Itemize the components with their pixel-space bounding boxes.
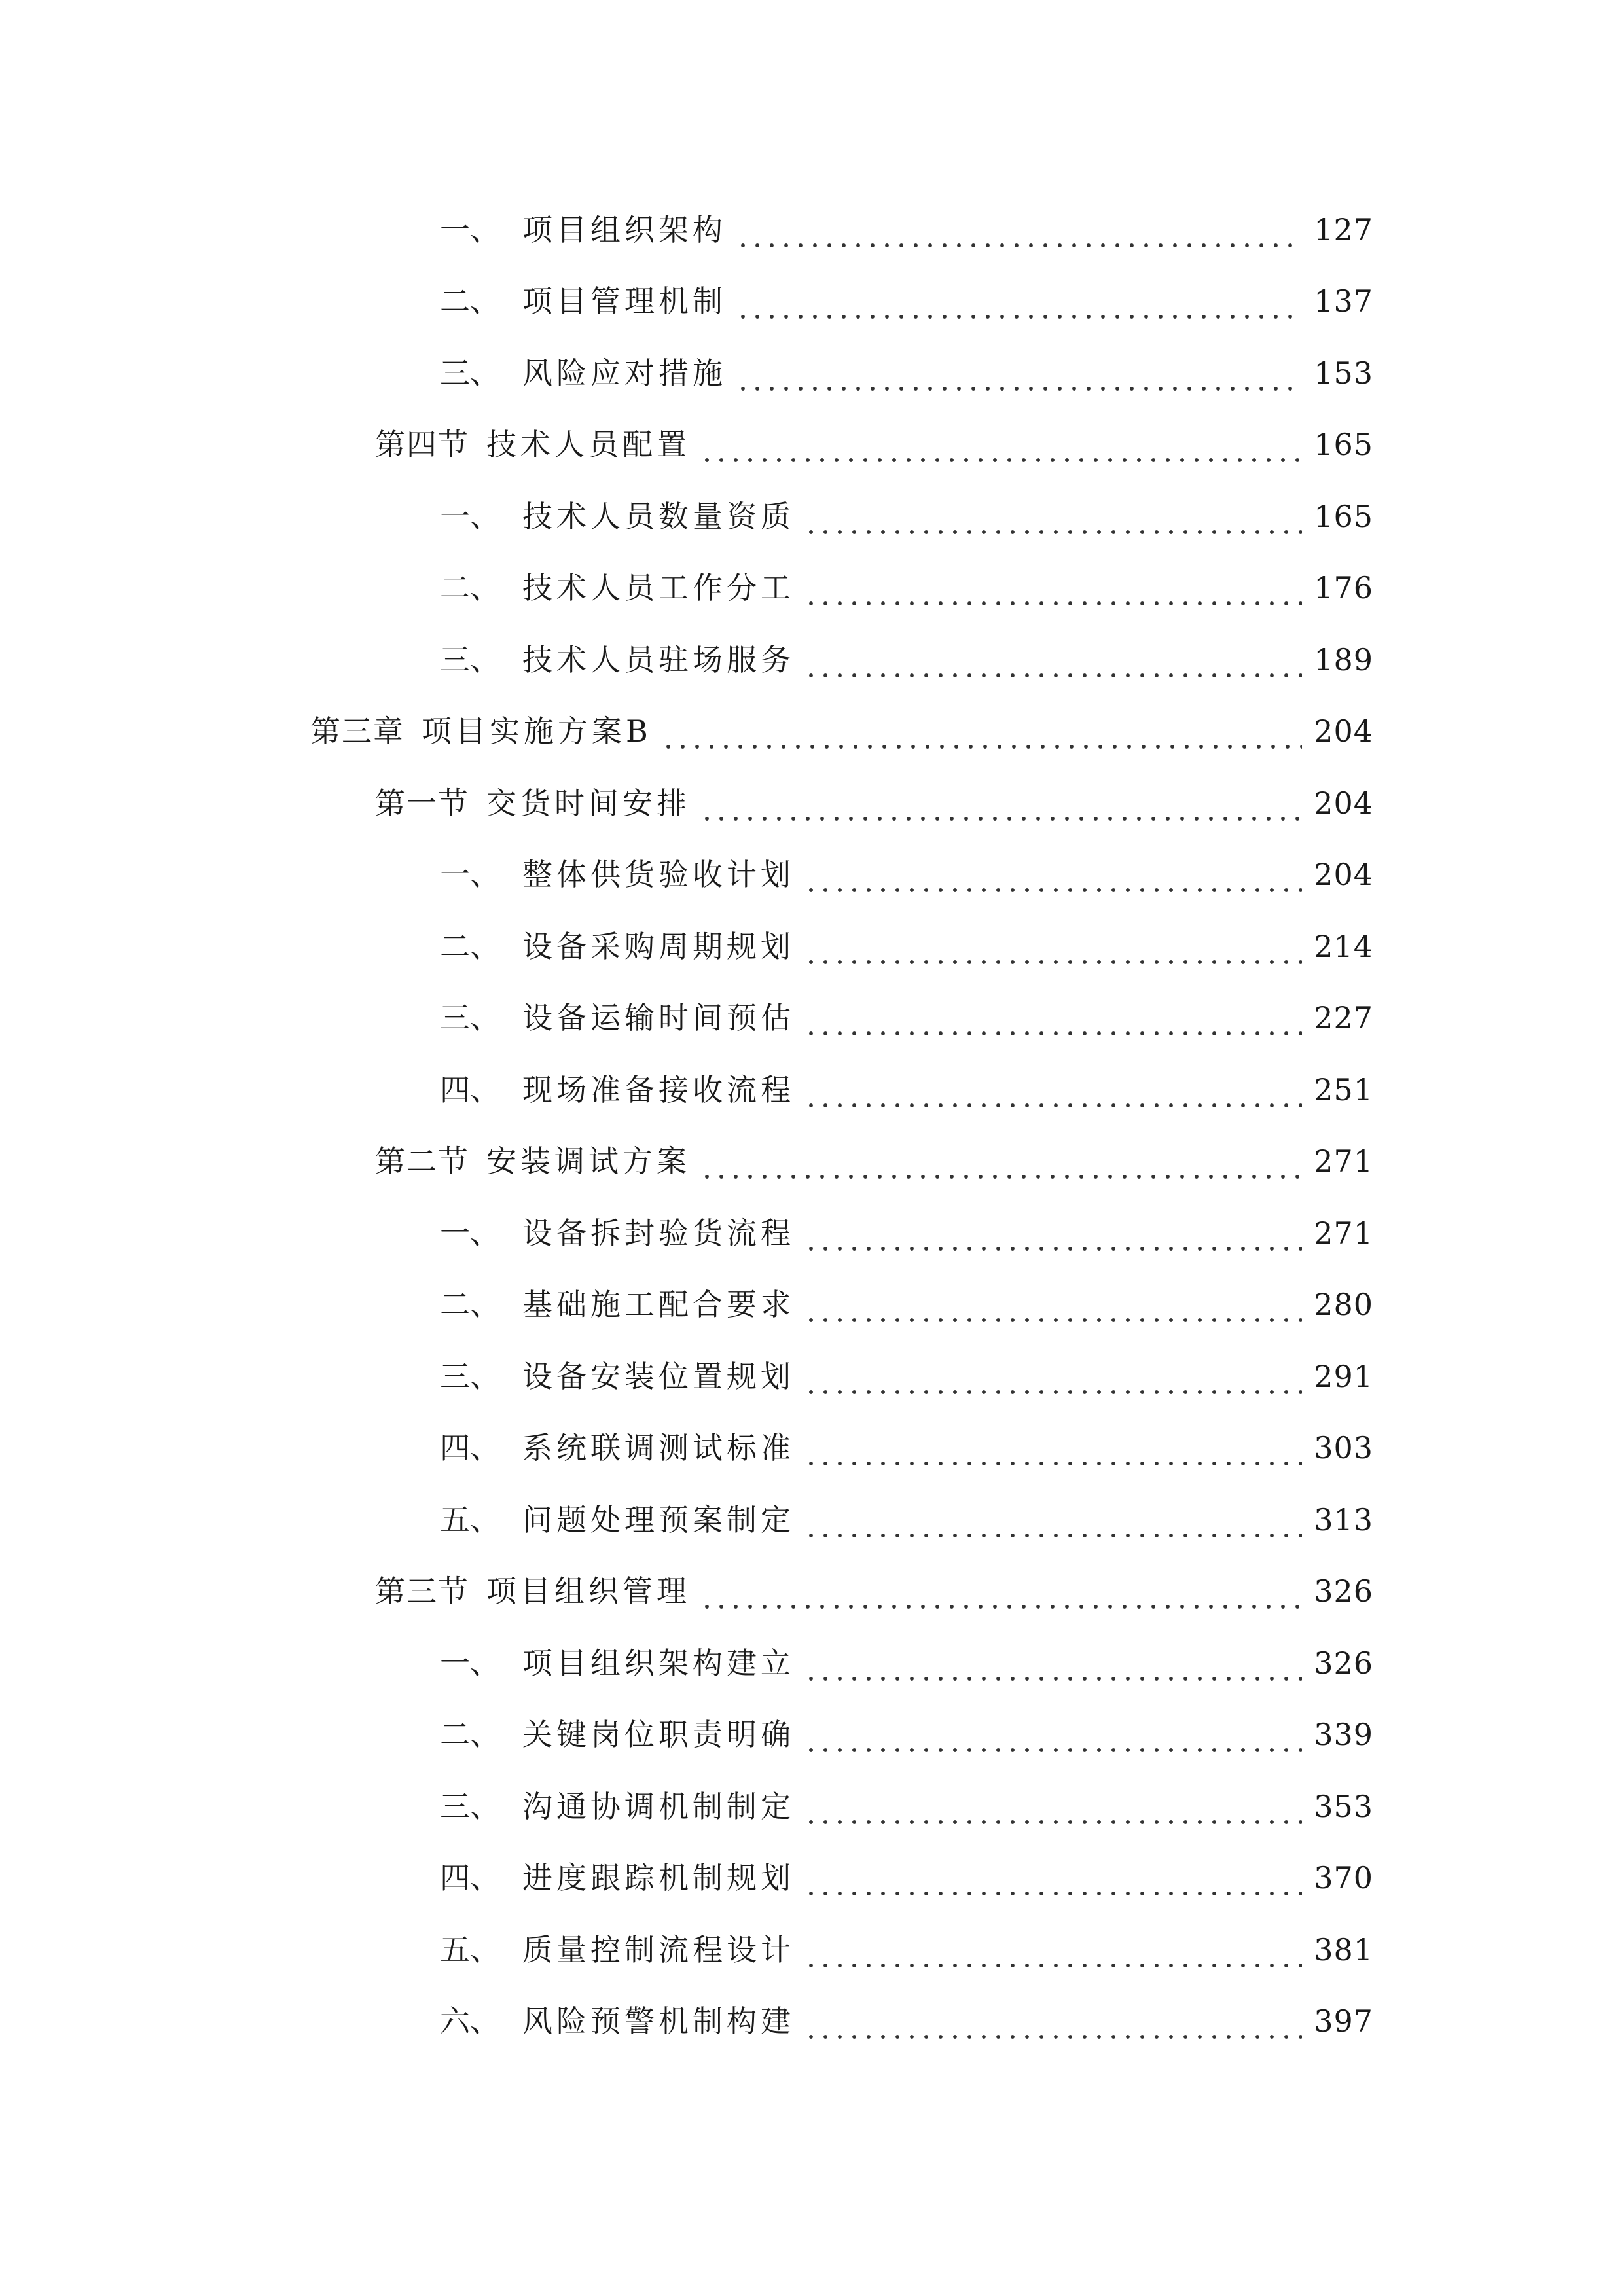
toc-entry[interactable] — [440, 1278, 1373, 1331]
dot-leader — [700, 418, 1302, 471]
dot-leader — [804, 992, 1302, 1044]
toc-entry-number: 第一节 — [375, 785, 469, 821]
toc-entry-page: 326 — [1314, 1645, 1373, 1681]
dot-leader — [804, 920, 1302, 973]
toc-entry-page: 204 — [1314, 713, 1373, 749]
toc-entry-number: 一、 — [440, 857, 500, 892]
toc-entry-title: 交货时间安排 — [486, 785, 691, 821]
toc-entry-title: 技术人员配置 — [486, 427, 691, 462]
dot-leader — [804, 1422, 1302, 1474]
toc-entry[interactable] — [375, 418, 1373, 471]
toc-entry-page: 291 — [1314, 1359, 1373, 1394]
toc-entry-page: 165 — [1314, 499, 1373, 534]
toc-entry[interactable] — [440, 920, 1373, 973]
toc-entry-page: 397 — [1314, 2003, 1373, 2039]
dot-leader — [700, 1135, 1302, 1187]
toc-entry-number: 二、 — [440, 1717, 500, 1752]
toc-entry-title: 设备拆封验货流程 — [522, 1215, 795, 1251]
toc-entry-page: 137 — [1314, 283, 1373, 319]
toc-entry-title: 项目组织架构 — [522, 212, 727, 247]
toc-entry[interactable] — [440, 1995, 1373, 2047]
toc-entry-title: 项目组织管理 — [486, 1573, 691, 1609]
toc-entry-title: 项目管理机制 — [522, 283, 727, 319]
toc-entry[interactable] — [440, 347, 1373, 399]
toc-entry[interactable] — [440, 1780, 1373, 1833]
toc-entry[interactable] — [440, 1064, 1373, 1116]
toc-entry-number: 三、 — [440, 642, 500, 677]
toc-entry-number: 二、 — [440, 283, 500, 319]
toc-entry-number: 二、 — [440, 570, 500, 605]
toc-entry-page: 204 — [1314, 785, 1373, 821]
toc-entry-title: 现场准备接收流程 — [522, 1072, 795, 1107]
toc-entry[interactable] — [310, 705, 1373, 757]
toc-entry-number: 一、 — [440, 499, 500, 534]
dot-leader — [700, 1565, 1302, 1617]
toc-entry-title: 技术人员数量资质 — [522, 499, 795, 534]
toc-entry[interactable] — [375, 777, 1373, 829]
dot-leader — [804, 490, 1302, 543]
dot-leader — [804, 1637, 1302, 1689]
dot-leader — [804, 1494, 1302, 1546]
toc-entry-title: 安装调试方案 — [486, 1143, 691, 1179]
toc-entry-title: 技术人员驻场服务 — [522, 642, 795, 677]
dot-leader — [804, 1995, 1302, 2047]
dot-leader — [736, 275, 1302, 327]
dot-leader — [804, 1852, 1302, 1904]
toc-entry[interactable] — [440, 1708, 1373, 1761]
dot-leader — [804, 1207, 1302, 1259]
toc-entry-number: 三、 — [440, 1000, 500, 1035]
toc-entry-title: 风险预警机制构建 — [522, 2003, 795, 2039]
toc-entry-title: 设备安装位置规划 — [522, 1359, 795, 1394]
toc-entry[interactable] — [440, 1924, 1373, 1976]
dot-leader — [804, 1780, 1302, 1833]
toc-entry-number: 第三节 — [375, 1573, 469, 1609]
toc-entry[interactable] — [440, 1637, 1373, 1689]
toc-entry-number: 三、 — [440, 1789, 500, 1824]
toc-entry-page: 204 — [1314, 857, 1373, 892]
toc-entry[interactable] — [440, 1852, 1373, 1904]
toc-entry-page: 280 — [1314, 1287, 1373, 1322]
toc-entry-page: 370 — [1314, 1860, 1373, 1895]
toc-entry[interactable] — [440, 848, 1373, 901]
toc-entry-number: 四、 — [440, 1430, 500, 1465]
toc-entry[interactable] — [440, 1494, 1373, 1546]
toc-entry-page: 165 — [1314, 427, 1373, 462]
toc-entry-page: 339 — [1314, 1717, 1373, 1752]
toc-entry-title: 进度跟踪机制规划 — [522, 1860, 795, 1895]
toc-entry-number: 一、 — [440, 1645, 500, 1681]
toc-entry-number: 一、 — [440, 1215, 500, 1251]
toc-entry-page: 271 — [1314, 1143, 1373, 1179]
toc-entry-page: 251 — [1314, 1072, 1373, 1107]
toc-entry-number: 五、 — [440, 1502, 500, 1537]
dot-leader — [804, 1064, 1302, 1116]
toc-entry-title: 风险应对措施 — [522, 355, 727, 391]
dot-leader — [804, 634, 1302, 686]
toc-entry-page: 353 — [1314, 1789, 1373, 1824]
toc-entry-number: 五、 — [440, 1932, 500, 1967]
toc-entry-title: 沟通协调机制制定 — [522, 1789, 795, 1824]
toc-entry-title: 项目组织架构建立 — [522, 1645, 795, 1681]
toc-entry[interactable] — [440, 1207, 1373, 1259]
toc-entry-title: 关键岗位职责明确 — [522, 1717, 795, 1752]
toc-entry-number: 六、 — [440, 2003, 500, 2039]
toc-entry-page: 303 — [1314, 1430, 1373, 1465]
toc-entry-number: 第二节 — [375, 1143, 469, 1179]
dot-leader — [804, 562, 1302, 614]
toc-entry[interactable] — [440, 992, 1373, 1044]
toc-entry-number: 三、 — [440, 355, 500, 391]
toc-entry-page: 189 — [1314, 642, 1373, 677]
toc-entry-number: 第四节 — [375, 427, 469, 462]
dot-leader — [804, 1278, 1302, 1331]
toc-entry-number: 二、 — [440, 929, 500, 964]
toc-entry-title: 设备采购周期规划 — [522, 929, 795, 964]
toc-entry-number: 二、 — [440, 1287, 500, 1322]
toc-entry-page: 326 — [1314, 1573, 1373, 1609]
toc-entry-page: 214 — [1314, 929, 1373, 964]
toc-entry-title: 问题处理预案制定 — [522, 1502, 795, 1537]
toc-entry-title: 项目实施方案B — [422, 713, 652, 749]
toc-entry[interactable] — [440, 275, 1373, 327]
toc-entry-title: 设备运输时间预估 — [522, 1000, 795, 1035]
toc-entry[interactable] — [440, 562, 1373, 614]
toc-entry-page: 381 — [1314, 1932, 1373, 1967]
toc-entry[interactable] — [375, 1135, 1373, 1187]
toc-entry-title: 整体供货验收计划 — [522, 857, 795, 892]
toc-entry-title: 系统联调测试标准 — [522, 1430, 795, 1465]
dot-leader — [804, 1350, 1302, 1403]
dot-leader — [661, 705, 1302, 757]
dot-leader — [804, 1924, 1302, 1976]
toc-entry-number: 三、 — [440, 1359, 500, 1394]
toc-entry-page: 127 — [1314, 212, 1373, 247]
dot-leader — [700, 777, 1302, 829]
dot-leader — [736, 347, 1302, 399]
toc-entry[interactable] — [440, 634, 1373, 686]
toc-entry-page: 176 — [1314, 570, 1373, 605]
toc-entry-title: 技术人员工作分工 — [522, 570, 795, 605]
toc-entry[interactable] — [440, 1350, 1373, 1403]
toc-entry-title: 基础施工配合要求 — [522, 1287, 795, 1322]
toc-entry-title: 质量控制流程设计 — [522, 1932, 795, 1967]
toc-entry-page: 227 — [1314, 1000, 1373, 1035]
toc-entry-number: 一、 — [440, 212, 500, 247]
dot-leader — [736, 204, 1302, 256]
toc-entry-number: 四、 — [440, 1860, 500, 1895]
toc-entry-page: 313 — [1314, 1502, 1373, 1537]
toc-entry-page: 153 — [1314, 355, 1373, 391]
dot-leader — [804, 1708, 1302, 1761]
toc-entry-number: 第三章 — [310, 713, 405, 749]
toc-entry-number: 四、 — [440, 1072, 500, 1107]
toc-entry[interactable] — [375, 1565, 1373, 1617]
toc-entry[interactable] — [440, 1422, 1373, 1474]
toc-entry-page: 271 — [1314, 1215, 1373, 1251]
toc-entry[interactable] — [440, 490, 1373, 543]
dot-leader — [804, 848, 1302, 901]
toc-entry[interactable] — [440, 204, 1373, 256]
